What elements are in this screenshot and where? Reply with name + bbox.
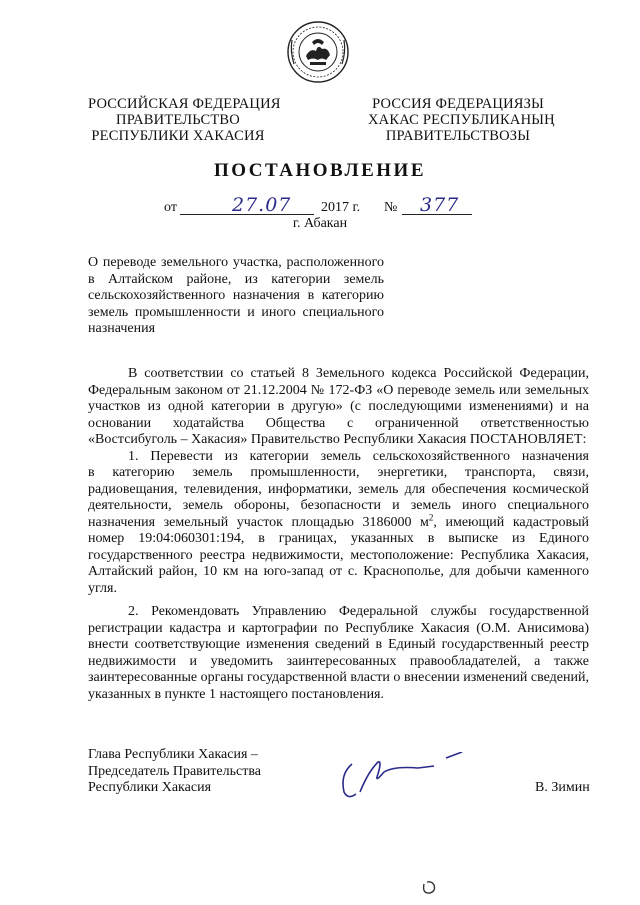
document-body	[88, 366, 589, 703]
header-left-line: РОССИЙСКАЯ ФЕДЕРАЦИЯ	[88, 96, 281, 112]
handwritten-signature	[338, 752, 468, 804]
item-1-line: номер 19:04:060301:194, в границах, указанных в выписке из Единого	[88, 531, 589, 546]
header-left-line: ПРАВИТЕЛЬСТВО	[116, 112, 240, 128]
handwritten-date: 27.07	[232, 194, 292, 216]
header-right-line: ПРАВИТЕЛЬСТВОЗЫ	[385, 128, 531, 144]
position-line: Глава Республики Хакасия –	[88, 747, 258, 762]
signatory-position	[88, 747, 288, 797]
subject-line: назначения	[88, 321, 156, 336]
position-line: Республики Хакасия	[88, 780, 212, 795]
item-1-line: угля.	[88, 580, 117, 596]
number-label: №	[384, 200, 398, 215]
item-1-line: радиовещания, телевидения, информатики, земель для обеспечения космической	[88, 481, 589, 497]
subject-block	[88, 255, 384, 338]
header-right-line: РОССИЯ ФЕДЕРАЦИЯЗЫ	[372, 96, 544, 112]
area-text: назначения земельный участок площадью 3186000 м	[88, 514, 429, 530]
item-1-line: 1. Перевести из категории земель сельскохозяйственного назначения	[128, 448, 589, 464]
date-year: 2017 г.	[321, 200, 361, 215]
preamble-line: Федеральным законом от 21.12.2004 № 172-ФЗ «О переводе земель или земельных	[88, 382, 589, 398]
preamble-line: В соответствии со статьей 8 Земельного кодекса Российской Федерации,	[128, 366, 589, 381]
item-1-line: государственного реестра недвижимости, местоположение: Республика Хакасия,	[88, 547, 589, 563]
header-right-line: ХАКАС РЕСПУБЛИКАНЫҢ	[368, 112, 555, 128]
header-left	[88, 96, 281, 144]
item-2-line: 2. Рекомендовать Управлению Федеральной службы государственной	[128, 604, 589, 619]
item-2-line: недвижимости и уведомить заинтересованных правообладателей, а также	[88, 653, 589, 669]
header-left-line: РЕСПУБЛИКИ ХАКАСИЯ	[91, 128, 265, 144]
document-title: ПОСТАНОВЛЕНИЕ	[213, 160, 427, 181]
date-from-label: от	[164, 200, 177, 215]
subject-line: земель промышленности и иного специального	[88, 304, 384, 320]
item-1-line: в категорию земель промышленности, энергетики, транспорта, связи,	[88, 465, 589, 480]
subject-line: О переводе земельного участка, расположенного	[88, 255, 384, 270]
area-unit-superscript: 2	[428, 511, 434, 522]
city: г. Абакан	[292, 216, 348, 231]
item-2-line: регистрации кадастра и картографии по Республике Хакасия (О.М. Анисимова)	[88, 620, 589, 636]
header-right	[368, 96, 555, 144]
item-1-line: Алтайский район, 10 км на юго-запад от с. Краснополье, для добычи каменного	[88, 564, 589, 579]
item-2-line: заинтересованные органы государственной власти о внесении изменений сведений,	[88, 670, 589, 685]
preamble-line: участков из одной категории в другую» (с последующими изменениями) и на	[88, 399, 589, 414]
item-2-line: внести соответствующие изменения сведений в Единый государственный реестр	[88, 637, 589, 652]
position-line: Председатель Правительства	[88, 763, 261, 779]
item-1-area-line	[88, 511, 589, 532]
handwritten-number: 377	[420, 194, 460, 216]
signer-name: В. Зимин	[535, 780, 590, 795]
item-2-line: указанных в пункте 1 настоящего постановления.	[88, 686, 384, 702]
preamble-line: «Востсибуголь – Хакасия» Правительство Республики Хакасия ПОСТАНОВЛЯЕТ:	[88, 432, 587, 447]
area-tail-text: , имеющий кадастровый	[433, 514, 589, 530]
handwritten-mark	[418, 876, 440, 898]
subject-line: сельскохозяйственного назначения в категорию	[88, 288, 384, 303]
preamble-line: основании ходатайства Общества с ограниченной ответственностью	[88, 415, 589, 431]
subject-line: в Алтайском районе, из категории земель	[88, 271, 384, 287]
coat-of-arms-emblem	[286, 20, 350, 84]
item-1-line: деятельности, земель обороны, безопасности и земель иного специального	[88, 498, 589, 513]
